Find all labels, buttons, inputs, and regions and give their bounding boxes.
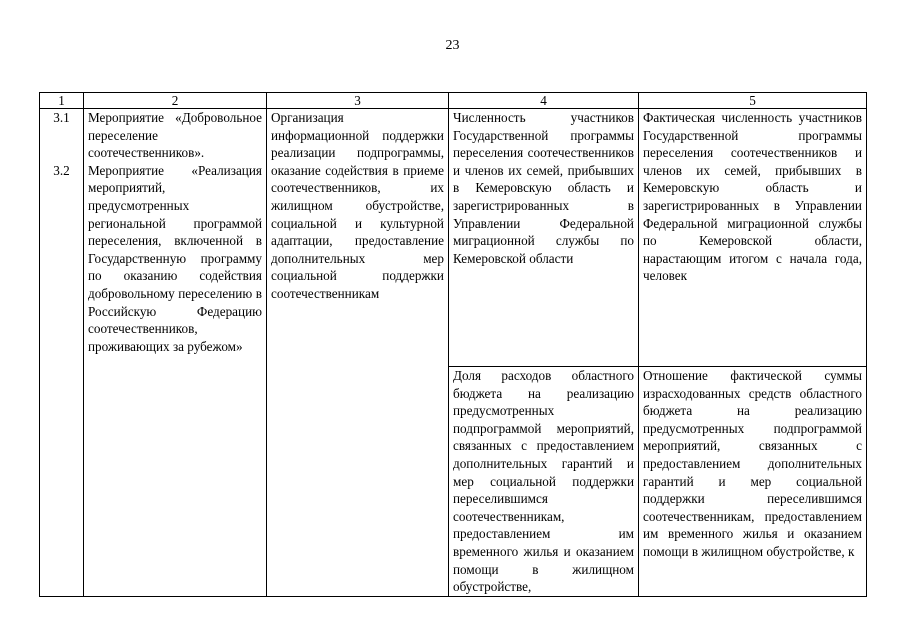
column-header-3: 3 — [267, 93, 449, 109]
measure-3-1-text: Мероприятие «Добровольное переселение соотечественников». — [88, 110, 262, 161]
column-header-2: 2 — [84, 93, 267, 109]
column-header-1: 1 — [40, 93, 84, 109]
indicator-name-cell — [449, 109, 639, 367]
row-number-3-1: 3.1 — [53, 110, 70, 125]
page-number: 23 — [445, 38, 460, 53]
indicator-1-name: Численность участников Государственной программы переселения соотечественников и членов их семей, прибывших в Кемеровскую область и зарегистрированных в Управлении Федеральной миграционной службы по Кемеровской области — [453, 110, 634, 266]
row-number-3-2: 3.2 — [53, 162, 70, 178]
header-row — [40, 93, 867, 109]
indicator-method-cell — [639, 367, 867, 597]
measure-cell — [84, 109, 267, 597]
measure-3-2-text: Мероприятие «Реализация мероприятий, предусмотренных региональной программой переселения, включенной в Государственную программу по оказанию содействия добровольному переселению в Российскую Федерацию соотечественников, проживающих за рубежом» — [88, 162, 262, 354]
indicator-name-cell — [449, 367, 639, 597]
indicator-2-method: Отношение фактической суммы израсходованных средств областного бюджета на реализацию предусмотренных подпрограммой мероприятий, связанных с предоставлением дополнительных гарантий и мер социальной поддержки переселившимся соотечественникам, предоставлением им временного жилья и оказанием помощи в жилищном обустройстве, к — [643, 368, 862, 559]
column-header-5: 5 — [639, 93, 867, 109]
indicator-1-method: Фактическая численность участников Государственной программы переселения соотечественников и членов их семей, прибывших в Кемеровскую область и зарегистрированных в Управлении Федеральной миграционной службы по Кемеровской области, нарастающим итогом с начала года, человек — [643, 110, 862, 284]
program-table — [39, 92, 867, 597]
content-cell — [267, 109, 449, 597]
indicator-2-name: Доля расходов областного бюджета на реализацию предусмотренных подпрограммой мероприятий, связанных с предоставлением дополнительных гарантий и мер социальной поддержки переселившимся соотечественникам, предоставлением им временного жилья и оказанием помощи в жилищном обустройстве, — [453, 368, 634, 595]
row-number-cell — [40, 109, 84, 597]
indicator-method-cell — [639, 109, 867, 367]
content-text: Организация информационной поддержки реализации подпрограммы, оказание содействия в приеме соотечественников, их жилищном обустройстве, социальной и культурной адаптации, предоставление дополнительных мер социальной поддержки соотечественникам — [271, 110, 444, 301]
table-row — [40, 109, 867, 367]
column-header-4: 4 — [449, 93, 639, 109]
